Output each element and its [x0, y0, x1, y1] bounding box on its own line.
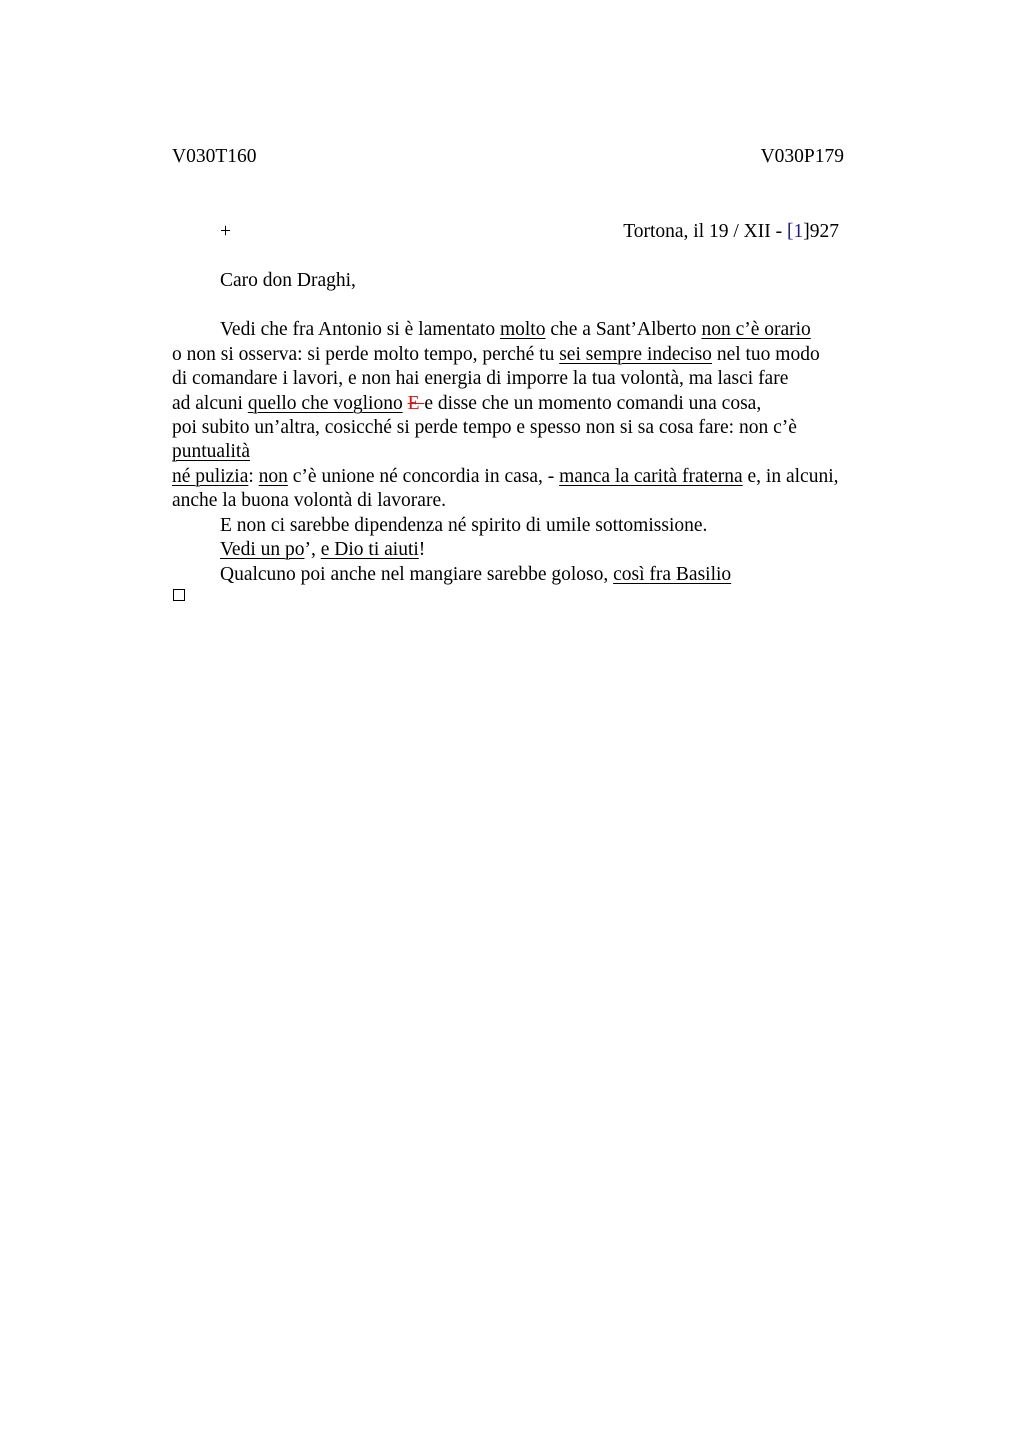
body-line-2 — [172, 343, 820, 367]
body-line-4 — [172, 392, 761, 416]
cross-symbol: + — [220, 221, 231, 242]
dateline — [623, 221, 839, 243]
text-span: : — [248, 466, 259, 487]
body-line-3 — [172, 367, 788, 391]
text-span: c’è unione né concordia in casa, - — [287, 466, 560, 487]
underlined-span: così fra Basilio — [613, 564, 732, 585]
underlined-span: non c’è orario — [701, 319, 811, 340]
salutation: Caro don Draghi, — [220, 270, 356, 291]
underlined-span: molto — [499, 319, 546, 340]
underlined-span: quello che vogliono — [247, 393, 403, 414]
body-line-7 — [172, 465, 838, 489]
text-span: che a Sant’Alberto — [545, 319, 702, 340]
body-line-11 — [220, 563, 731, 587]
dateline-bracket-close: ] — [803, 221, 810, 242]
text-span: anche la buona volontà di lavorare. — [172, 490, 446, 511]
document-code-left: V030T160 — [172, 146, 257, 167]
text-span: ad alcuni — [172, 393, 248, 414]
underlined-span: né pulizia — [172, 466, 249, 487]
body-line-8 — [172, 489, 446, 513]
underlined-span: e Dio ti aiuti — [320, 539, 419, 560]
dateline-year: 927 — [809, 221, 839, 242]
text-span: E non ci sarebbe dipendenza né spirito di umile sottomissione. — [220, 515, 708, 536]
text-span: o non si osserva: si perde molto tempo, perché tu — [172, 344, 560, 365]
dateline-bracket-digit: 1 — [793, 221, 804, 242]
text-span: e disse che un momento comandi una cosa, — [424, 393, 762, 414]
text-span: e, in alcuni, — [742, 466, 839, 487]
empty-square-icon — [173, 589, 185, 601]
body-line-9 — [220, 514, 707, 538]
text-span: poi subito un’altra, cosicché si perde tempo e spesso non si sa cosa fare: non c’è — [172, 417, 797, 438]
underlined-span: Vedi un po — [220, 539, 305, 560]
dateline-bracket-open: [ — [787, 221, 794, 242]
body-line-5 — [172, 416, 797, 440]
body-line-10 — [220, 538, 425, 562]
body-line-1 — [220, 318, 811, 342]
text-span: nel tuo modo — [711, 344, 820, 365]
page-code-right: V030P179 — [760, 146, 844, 167]
dateline-prefix: Tortona, il 19 / XII - — [623, 221, 787, 242]
underlined-span: non — [258, 466, 288, 487]
text-span: Vedi che fra Antonio si è lamentato — [220, 319, 500, 340]
underlined-span: puntualità — [172, 441, 250, 462]
underlined-span: sei sempre indeciso — [559, 344, 712, 365]
text-span: Qualcuno poi anche nel mangiare sarebbe goloso, — [220, 564, 614, 585]
text-span: ! — [418, 539, 426, 560]
underlined-span: manca la carità fraterna — [559, 466, 743, 487]
text-span: ’, — [304, 539, 321, 560]
struck-red-span: E — [407, 393, 425, 414]
text-span: di comandare i lavori, e non hai energia di imporre la tua volontà, ma lasci fare — [172, 368, 789, 389]
body-line-6 — [172, 440, 250, 464]
